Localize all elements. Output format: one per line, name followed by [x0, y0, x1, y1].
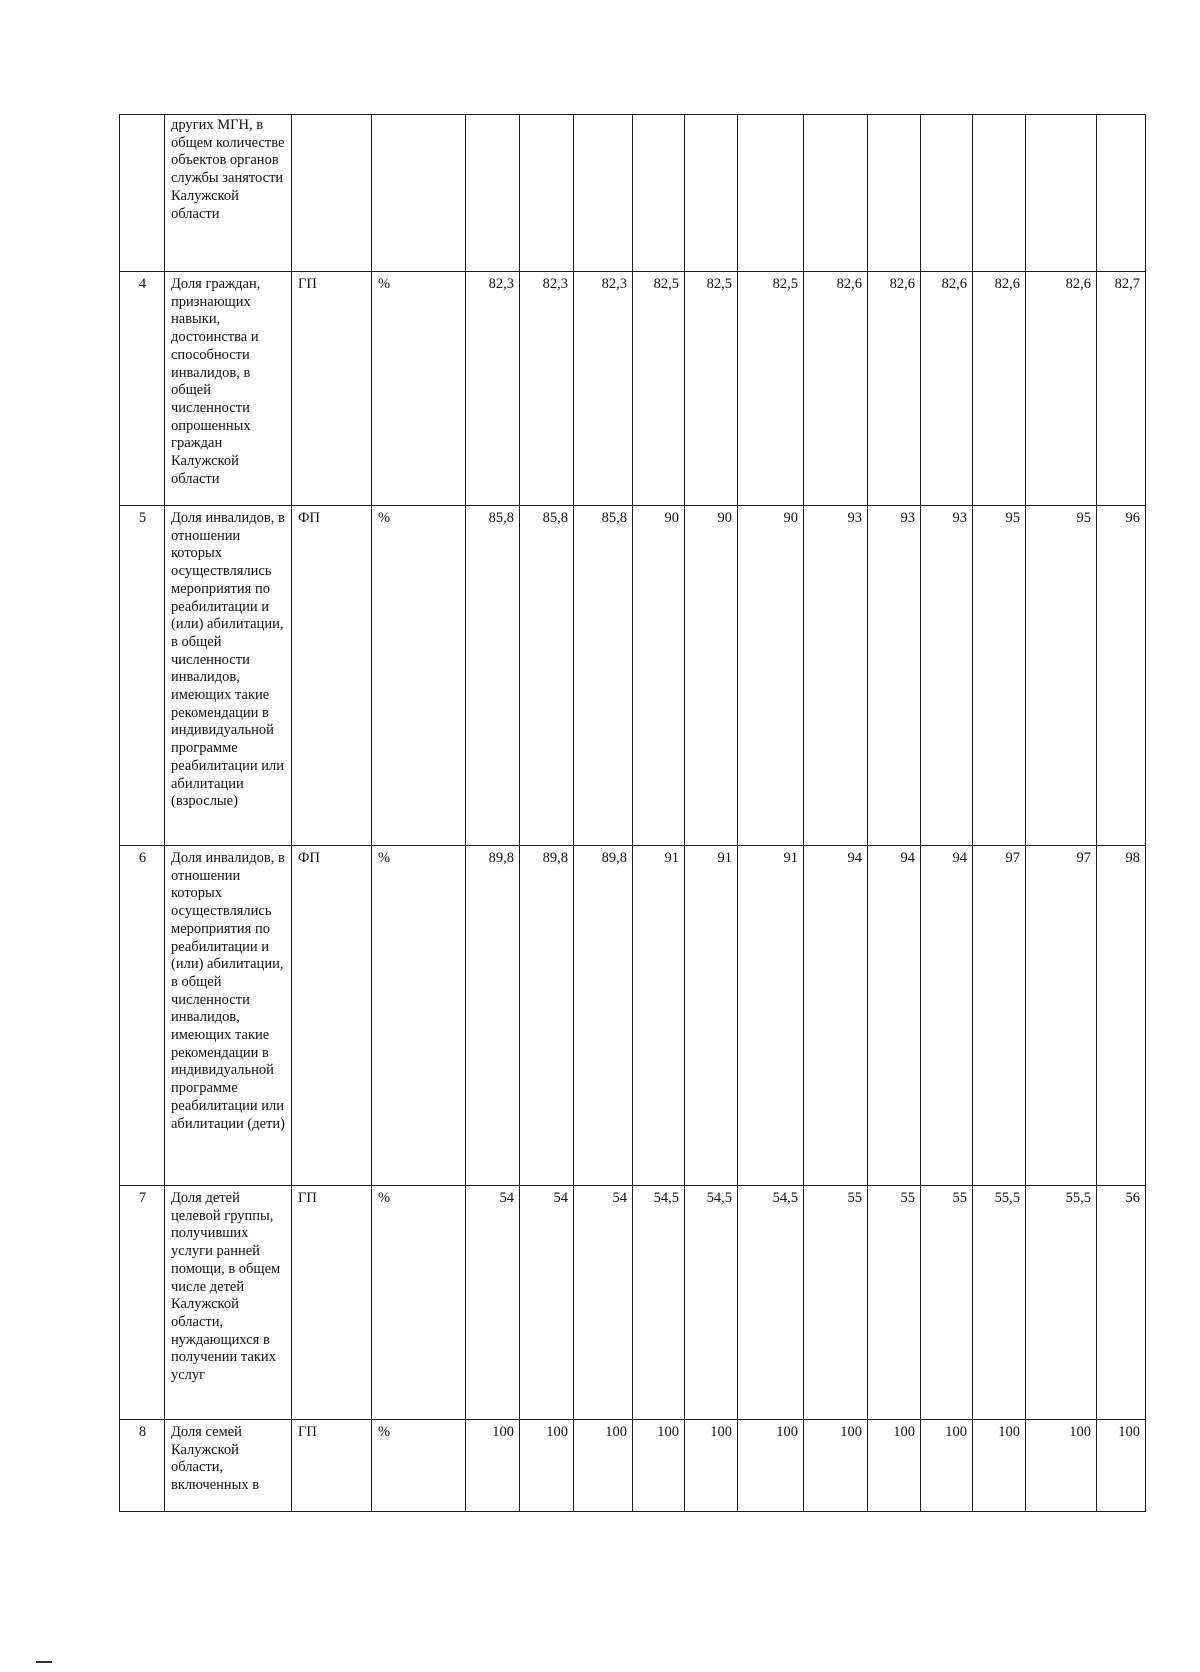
source-cell: ГП — [292, 1420, 372, 1512]
value-cell — [1097, 115, 1146, 272]
value-cell: 100 — [738, 1420, 804, 1512]
value-cell: 82,3 — [520, 272, 574, 506]
value-cell — [633, 115, 685, 272]
value-cell: 54 — [574, 1186, 633, 1420]
value-cell: 96 — [1097, 506, 1146, 846]
indicator-description-cell: Доля граждан, признающих навыки, достоинства и способности инвалидов, в общей численности опрошенных граждан Калужской области — [165, 272, 292, 506]
value-cell: 91 — [685, 846, 738, 1186]
value-cell: 82,6 — [973, 272, 1026, 506]
value-cell: 97 — [1026, 846, 1097, 1186]
value-cell: 93 — [921, 506, 973, 846]
value-cell: 91 — [738, 846, 804, 1186]
table-row — [120, 506, 1146, 846]
value-cell — [1026, 115, 1097, 272]
value-cell: 100 — [804, 1420, 868, 1512]
row-number-cell: 4 — [120, 272, 165, 506]
indicator-description-cell: Доля детей целевой группы, получивших услуги ранней помощи, в общем числе детей Калужской области, нуждающихся в получении таких услуг — [165, 1186, 292, 1420]
row-number-cell: 5 — [120, 506, 165, 846]
table-row — [120, 1186, 1146, 1420]
value-cell — [804, 115, 868, 272]
value-cell: 82,5 — [685, 272, 738, 506]
table-row — [120, 846, 1146, 1186]
value-cell: 82,6 — [1026, 272, 1097, 506]
value-cell: 55 — [921, 1186, 973, 1420]
value-cell: 100 — [973, 1420, 1026, 1512]
table-body — [120, 115, 1146, 1512]
indicator-description-cell: Доля инвалидов, в отношении которых осуществлялись мероприятия по реабилитации и (или) абилитации, в общей численности инвалидов, имеющих такие рекомендации в индивидуальной программе реабилитации или абилитации (взрослые) — [165, 506, 292, 846]
value-cell: 100 — [1097, 1420, 1146, 1512]
value-cell — [466, 115, 520, 272]
value-cell: 82,3 — [574, 272, 633, 506]
value-cell: 95 — [1026, 506, 1097, 846]
row-number-cell: 8 — [120, 1420, 165, 1512]
unit-cell: % — [372, 846, 466, 1186]
value-cell: 85,8 — [574, 506, 633, 846]
value-cell: 55,5 — [973, 1186, 1026, 1420]
value-cell — [738, 115, 804, 272]
value-cell: 100 — [685, 1420, 738, 1512]
value-cell: 100 — [633, 1420, 685, 1512]
unit-cell: % — [372, 1186, 466, 1420]
value-cell: 100 — [921, 1420, 973, 1512]
row-number-cell — [120, 115, 165, 272]
value-cell: 90 — [633, 506, 685, 846]
value-cell: 94 — [868, 846, 921, 1186]
indicator-description-cell: других МГН, в общем количестве объектов органов службы занятости Калужской области — [165, 115, 292, 272]
value-cell: 98 — [1097, 846, 1146, 1186]
value-cell: 55 — [868, 1186, 921, 1420]
value-cell: 54 — [466, 1186, 520, 1420]
value-cell: 100 — [466, 1420, 520, 1512]
unit-cell: % — [372, 1420, 466, 1512]
value-cell: 55 — [804, 1186, 868, 1420]
unit-cell — [372, 115, 466, 272]
value-cell: 82,6 — [921, 272, 973, 506]
value-cell: 54 — [520, 1186, 574, 1420]
value-cell: 89,8 — [574, 846, 633, 1186]
value-cell: 55,5 — [1026, 1186, 1097, 1420]
source-cell — [292, 115, 372, 272]
source-cell: ГП — [292, 272, 372, 506]
table-row — [120, 1420, 1146, 1512]
table-row — [120, 272, 1146, 506]
value-cell: 82,5 — [633, 272, 685, 506]
page-edge-mark — [36, 1661, 52, 1663]
value-cell — [868, 115, 921, 272]
unit-cell: % — [372, 272, 466, 506]
source-cell: ФП — [292, 506, 372, 846]
source-cell: ФП — [292, 846, 372, 1186]
value-cell: 54,5 — [685, 1186, 738, 1420]
value-cell: 82,6 — [804, 272, 868, 506]
value-cell — [685, 115, 738, 272]
value-cell: 85,8 — [520, 506, 574, 846]
indicator-description-cell: Доля инвалидов, в отношении которых осуществлялись мероприятия по реабилитации и (или) абилитации, в общей численности инвалидов, имеющих такие рекомендации в индивидуальной программе реабилитации или абилитации (дети) — [165, 846, 292, 1186]
value-cell: 94 — [804, 846, 868, 1186]
value-cell: 82,7 — [1097, 272, 1146, 506]
value-cell: 54,5 — [738, 1186, 804, 1420]
row-number-cell: 6 — [120, 846, 165, 1186]
value-cell: 54,5 — [633, 1186, 685, 1420]
value-cell: 90 — [738, 506, 804, 846]
value-cell: 97 — [973, 846, 1026, 1186]
value-cell — [921, 115, 973, 272]
value-cell: 100 — [1026, 1420, 1097, 1512]
value-cell: 94 — [921, 846, 973, 1186]
value-cell — [520, 115, 574, 272]
value-cell: 89,8 — [520, 846, 574, 1186]
row-number-cell: 7 — [120, 1186, 165, 1420]
indicator-description-cell: Доля семей Калужской области, включенных в — [165, 1420, 292, 1512]
value-cell: 82,6 — [868, 272, 921, 506]
value-cell: 89,8 — [466, 846, 520, 1186]
value-cell: 56 — [1097, 1186, 1146, 1420]
value-cell: 100 — [574, 1420, 633, 1512]
value-cell: 91 — [633, 846, 685, 1186]
value-cell: 100 — [520, 1420, 574, 1512]
unit-cell: % — [372, 506, 466, 846]
table-row — [120, 115, 1146, 272]
indicators-table — [119, 114, 1146, 1512]
value-cell: 93 — [804, 506, 868, 846]
value-cell: 100 — [868, 1420, 921, 1512]
source-cell: ГП — [292, 1186, 372, 1420]
value-cell: 82,5 — [738, 272, 804, 506]
value-cell: 95 — [973, 506, 1026, 846]
value-cell — [973, 115, 1026, 272]
value-cell: 93 — [868, 506, 921, 846]
value-cell: 90 — [685, 506, 738, 846]
value-cell: 82,3 — [466, 272, 520, 506]
value-cell — [574, 115, 633, 272]
value-cell: 85,8 — [466, 506, 520, 846]
